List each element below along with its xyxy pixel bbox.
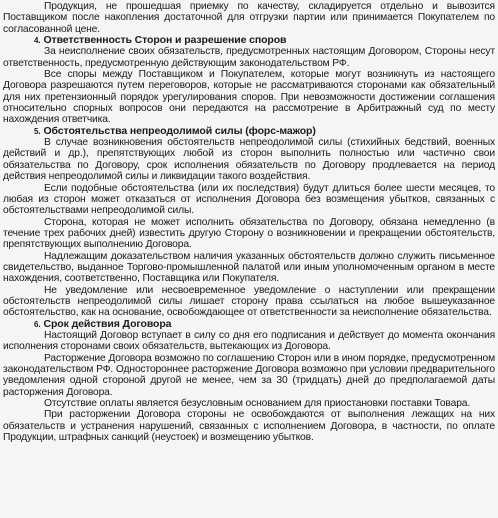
paragraph-top: Продукция, не прошедшая приемку по качеству, складируется отдельно и вывозится Поставщиком после накопления достаточной для отгрузки партии или принимается Покупателем по согласованной цене. — [3, 1, 495, 35]
section-number: 4. — [34, 36, 41, 46]
section-number: 6. — [34, 319, 41, 329]
section-title: Ответственность Сторон и разрешение споров — [43, 34, 287, 47]
paragraph: За неисполнение своих обязательств, предусмотренных настоящим Договором, Стороны несут ответственность, предусмотренную действующим законодательством РФ. — [3, 46, 495, 69]
paragraph: Настоящий Договор вступает в силу со дня его подписания и действует до момента окончания исполнения сторонами своих обязательств, вытекающих из Договора. — [3, 329, 495, 353]
section-4 — [3, 35, 495, 126]
section-title: Обстоятельства непреодолимой силы (форс-мажор) — [43, 124, 316, 137]
section-title: Срок действия Договора — [43, 317, 172, 330]
paragraph: Сторона, которая не может исполнить обязательства по Договору, обязана немедленно (в течение трех рабочих дней) известить другую Сторону о возникновении и прекращении обстоятельств, препятствующих выполнению Договора. — [3, 216, 495, 251]
paragraph: Отсутствие оплаты является безусловным основанием для приостановки поставки Товара. — [44, 398, 471, 410]
paragraph: Все споры между Поставщиком и Покупателем, которые могут возникнуть из настоящего Договора разрешаются путем переговоров, которые не рассматриваются сторонами как обязательный для них претензионный порядок урегулирования споров. При невозможности достижении соглашения относительно спорных вопросов они передаются на рассмотрение в Арбитражный суд по месту нахождения ответчика. — [3, 69, 495, 126]
section-heading — [3, 35, 495, 46]
paragraph: Расторжение Договора возможно по соглашению Сторон или в ином порядке, предусмотренном законодательством РФ. Одностороннее расторжение Договора возможно при условии предварительного уведомления одной стороной другой не менее, чем за 30 (тридцать) дней до предполагаемой даты расторжения Договора. — [3, 352, 495, 398]
section-heading — [3, 126, 495, 137]
section-number: 5. — [34, 126, 41, 136]
paragraph: В случае возникновения обстоятельств непреодолимой силы (стихийных бедствий, военных действий и др.), препятствующих любой из сторон выполнить полностью или частично свои обязательства по Договору, срок исполнения обязательств по Договору продлевается на период действия непреодолимой силы и ликвидации такого воздействия. — [3, 137, 495, 183]
paragraph: Не уведомление или несвоевременное уведомление о наступлении или прекращении обстоятельств непреодолимой силы лишает сторону права ссылаться на любое вышеуказанное обстоятельство, как на основание, освобождающее от ответственности за неисполнение обязательства. — [3, 284, 495, 319]
section-5 — [3, 126, 495, 319]
section-heading — [3, 319, 495, 330]
paragraph: Надлежащим доказательством наличия указанных обстоятельств должно служить письменное свидетельство, выданное Торгово-промышленной палатой или иным уполномоченным органом в месте нахождения, соответственно, Поставщика или Покупателя. — [3, 250, 495, 285]
paragraph: При расторжении Договора стороны не освобождаются от выполнения лежащих на них обязательств и устранения нарушений, связанных с исполнением Договора, в частности, по оплате Продукции, штрафных санкций (неустоек) и возмещению убытков. — [3, 409, 495, 444]
section-6 — [3, 319, 495, 444]
paragraph: Если подобные обстоятельства (или их последствия) будут длиться более шести месяцев, то любая из сторон может отказаться от исполнения Договора без возмещения убытков, связанных с обстоятельствами непреодолимой силы. — [3, 182, 495, 217]
